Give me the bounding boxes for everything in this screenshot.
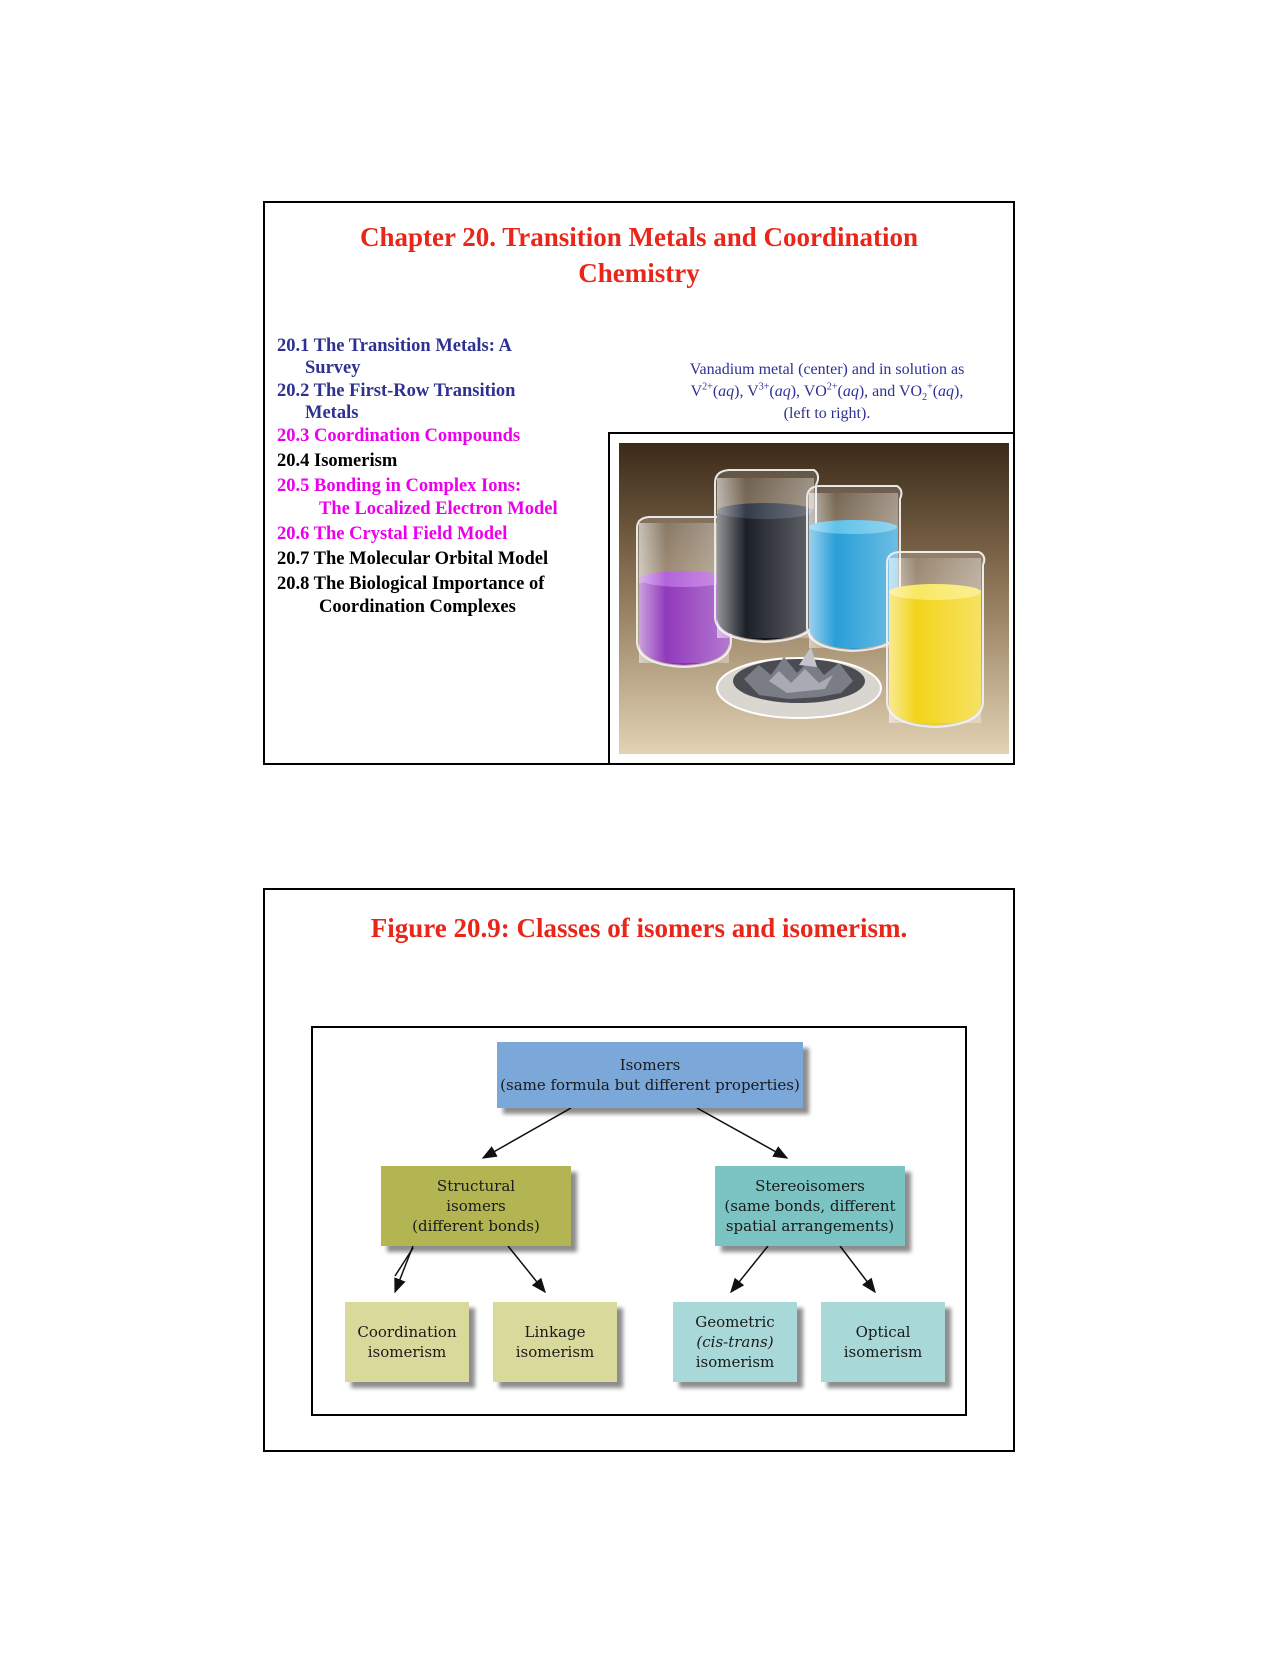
box-structural-line-2: isomers <box>446 1197 506 1215</box>
chapter-title-line-2: Chemistry <box>578 258 700 288</box>
photo-frame <box>608 432 1015 765</box>
section-title-cont: Survey <box>305 358 361 378</box>
section-list <box>277 335 607 621</box>
section-number: 20.5 <box>277 476 310 496</box>
box-structural-line-3: (different bonds) <box>412 1217 540 1235</box>
section-item <box>277 450 607 473</box>
beaker-yellow <box>887 552 984 727</box>
section-item <box>277 523 607 546</box>
isomer-classification-diagram <box>311 1026 967 1416</box>
section-item <box>277 425 607 448</box>
box-stereo-line-3: spatial arrangements) <box>725 1217 895 1235</box>
box-optical-isomerism <box>821 1302 945 1382</box>
slide-figure-20-9 <box>263 888 1015 1452</box>
section-item <box>277 548 607 571</box>
section-title: The First-Row Transition <box>313 381 516 401</box>
box-isomers-line-1: Isomers <box>619 1056 681 1074</box>
section-title: The Molecular Orbital Model <box>313 549 549 569</box>
chapter-title-line-1: Chapter 20. Transition Metals and Coordination <box>359 222 919 252</box>
section-title-cont: The Localized Electron Model <box>319 499 558 519</box>
section-number: 20.7 <box>277 549 310 569</box>
section-title: The Transition Metals: A <box>313 336 512 356</box>
box-stereo-line-2: (same bonds, different <box>724 1197 896 1215</box>
box-optical-line-1: Optical <box>855 1323 911 1341</box>
chapter-title <box>265 219 1013 291</box>
section-item <box>277 475 607 521</box>
box-stereoisomers <box>715 1166 905 1246</box>
box-structural-line-1: Structural <box>436 1177 516 1195</box>
box-isomers-line-2: (same formula but different properties) <box>500 1076 800 1094</box>
section-title: Bonding in Complex Ions: <box>314 476 522 496</box>
section-item <box>277 335 607 378</box>
photo-caption <box>657 359 997 425</box>
box-coordination-line-2: isomerism <box>367 1343 447 1361</box>
vanadium-beakers-photo <box>619 443 1009 754</box>
section-number: 20.4 <box>277 451 310 471</box>
box-linkage-line-1: Linkage <box>524 1323 586 1341</box>
box-optical-line-2: isomerism <box>843 1343 923 1361</box>
caption-line-2: $V^{2+}(aq)$, $V^{3+}(aq)$, $VO^{2+}(aq)$, and $VO_2^+(aq)$, <box>690 381 964 404</box>
arrow-root-to-structural <box>483 1108 571 1158</box>
section-number: 20.1 <box>277 336 310 356</box>
section-title: The Biological Importance of <box>313 574 545 594</box>
section-number: 20.8 <box>277 574 310 594</box>
section-title: Isomerism <box>314 451 398 471</box>
beaker-dark <box>715 470 818 642</box>
section-title: Coordination Compounds <box>314 426 521 446</box>
arrow-stereo-to-optical <box>840 1246 875 1292</box>
box-coordination-isomerism <box>345 1302 469 1382</box>
section-number: 20.3 <box>277 426 310 446</box>
box-isomers <box>497 1042 803 1108</box>
caption-line-3: (left to right). <box>783 405 871 422</box>
section-title-cont: Metals <box>305 403 359 423</box>
section-title-cont: Coordination Complexes <box>319 597 516 617</box>
section-item <box>277 380 607 423</box>
section-item <box>277 573 607 619</box>
section-number: 20.6 <box>277 524 310 544</box>
arrow-structural-to-linkage <box>508 1246 545 1292</box>
figure-title: Figure 20.9: Classes of isomers and isomerism. <box>370 913 908 943</box>
box-geometric-line-1: Geometric <box>695 1313 775 1331</box>
box-structural-isomers <box>381 1166 571 1246</box>
box-geometric-line-2: (cis-trans) <box>696 1333 774 1351</box>
box-geometric-isomerism <box>673 1302 797 1382</box>
box-geometric-line-3: isomerism <box>695 1353 775 1371</box>
slide-chapter-20 <box>263 201 1015 765</box>
box-coordination-line-1: Coordination <box>357 1323 457 1341</box>
caption-line-1: Vanadium metal (center) and in solution as <box>689 361 965 378</box>
arrow-structural-to-coordination-main <box>395 1246 413 1292</box>
arrow-stereo-to-geometric <box>731 1246 768 1292</box>
box-linkage-isomerism <box>493 1302 617 1382</box>
section-number: 20.2 <box>277 381 310 401</box>
box-stereo-line-1: Stereoisomers <box>755 1177 865 1195</box>
arrow-root-to-stereo <box>697 1108 787 1158</box>
box-linkage-line-2: isomerism <box>515 1343 595 1361</box>
section-title: The Crystal Field Model <box>313 524 508 544</box>
